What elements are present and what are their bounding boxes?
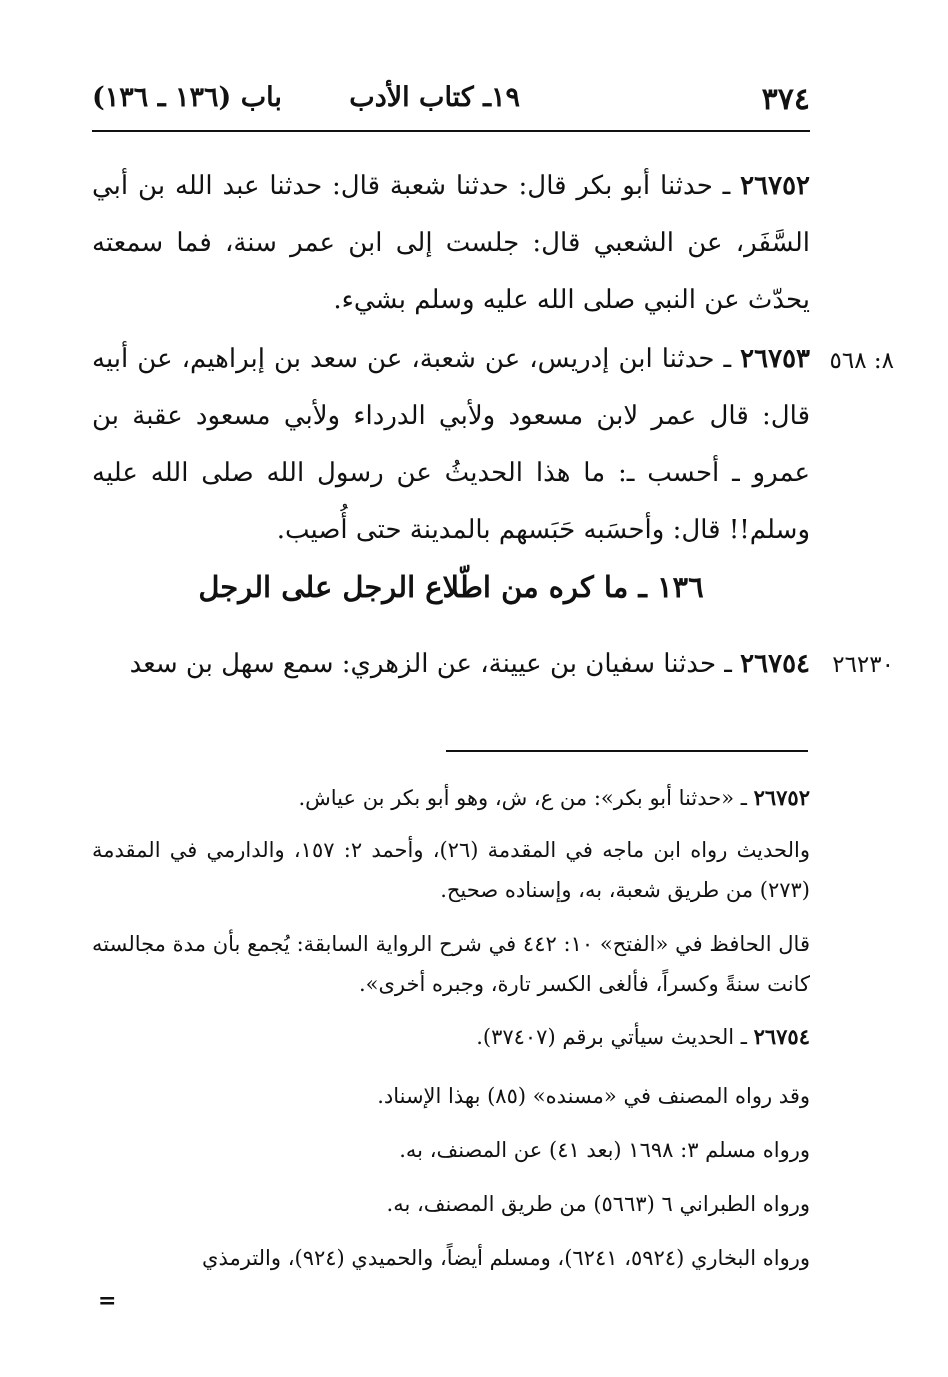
footnote: ورواه مسلم ٣: ١٦٩٨ (بعد ٤١) عن المصنف، به. bbox=[399, 1138, 810, 1162]
margin-reference: ٢٦٢٣٠ bbox=[832, 652, 894, 678]
hadith-text: ـ حدثنا ابن إدريس، عن شعبة، عن سعد بن إبراهيم، عن أبيه قال: قال عمر لابن مسعود ولأبي الدرداء ولأبي مسعود عقبة بن عمرو ـ أحسب ـ: ما هذا الحديثُ عن رسول الله صلى الله عليه وسلم!! قال: وأحسَبه حَبَسهم بالمدينة حتى أُصيب. bbox=[92, 344, 810, 545]
margin-reference: ٨: ٥٦٨ bbox=[829, 348, 894, 374]
footnote: قال الحافظ في «الفتح» ١٠: ٤٤٢ في شرح الرواية السابقة: يُجمع بأن مدة مجالسته كانت سنةً وكسراً، فألغى الكسر تارة، وجبره أخرى». bbox=[92, 932, 810, 996]
hadith-26754 bbox=[92, 636, 810, 693]
hadith-number: ٢٦٧٥٤ bbox=[740, 649, 810, 679]
footnote bbox=[92, 778, 810, 818]
footnote bbox=[92, 1017, 810, 1057]
chapter-heading: ١٣٦ ـ ما كره من اطّلاع الرجل على الرجل bbox=[198, 570, 704, 604]
page-number: ٣٧٤ bbox=[761, 82, 810, 117]
continuation-mark: = bbox=[98, 1288, 117, 1314]
footnote-text: ـ الحديث سيأتي برقم (٣٧٤٠٧). bbox=[476, 1025, 754, 1049]
hadith-26752 bbox=[92, 158, 810, 329]
footnote-divider bbox=[446, 750, 808, 752]
footnote: وقد رواه المصنف في «مسنده» (٨٥) بهذا الإسناد. bbox=[377, 1084, 810, 1108]
book-title: ١٩ـ كتاب الأدب bbox=[349, 82, 520, 113]
page-header bbox=[92, 82, 810, 128]
hadith-number: ٢٦٧٥٣ bbox=[740, 344, 810, 374]
hadith-text: ـ حدثنا سفيان بن عيينة، عن الزهري: سمع سهل بن سعد bbox=[129, 649, 741, 679]
header-divider bbox=[92, 130, 810, 132]
hadith-text: ـ حدثنا أبو بكر قال: حدثنا شعبة قال: حدثنا عبد الله بن أبي السَّفَر، عن الشعبي قال: جلست إلى ابن عمر سنة، فما سمعته يحدّث عن النبي صلى الله عليه وسلم بشيء. bbox=[92, 171, 810, 315]
footnote: ورواه البخاري (٥٩٢٤، ٦٢٤١)، ومسلم أيضاً، والحميدي (٩٢٤)، والترمذي bbox=[202, 1246, 810, 1270]
footnote: والحديث رواه ابن ماجه في المقدمة (٢٦)، وأحمد ٢: ١٥٧، والدارمي في المقدمة (٢٧٣) من طريق شعبة، به، وإسناده صحيح. bbox=[92, 838, 810, 902]
footnote-number: ٢٦٧٥٤ bbox=[753, 1024, 810, 1049]
footnote: ورواه الطبراني ٦ (٥٦٦٣) من طريق المصنف، به. bbox=[386, 1192, 810, 1216]
footnote-text: ـ «حدثنا أبو بكر»: من ع، ش، وهو أبو بكر بن عياش. bbox=[298, 786, 754, 810]
chapter-range: باب (١٣٦ ـ ١٣٦) bbox=[92, 82, 282, 113]
footnote-number: ٢٦٧٥٢ bbox=[753, 785, 810, 810]
hadith-26753 bbox=[92, 331, 810, 559]
hadith-number: ٢٦٧٥٢ bbox=[740, 171, 810, 201]
